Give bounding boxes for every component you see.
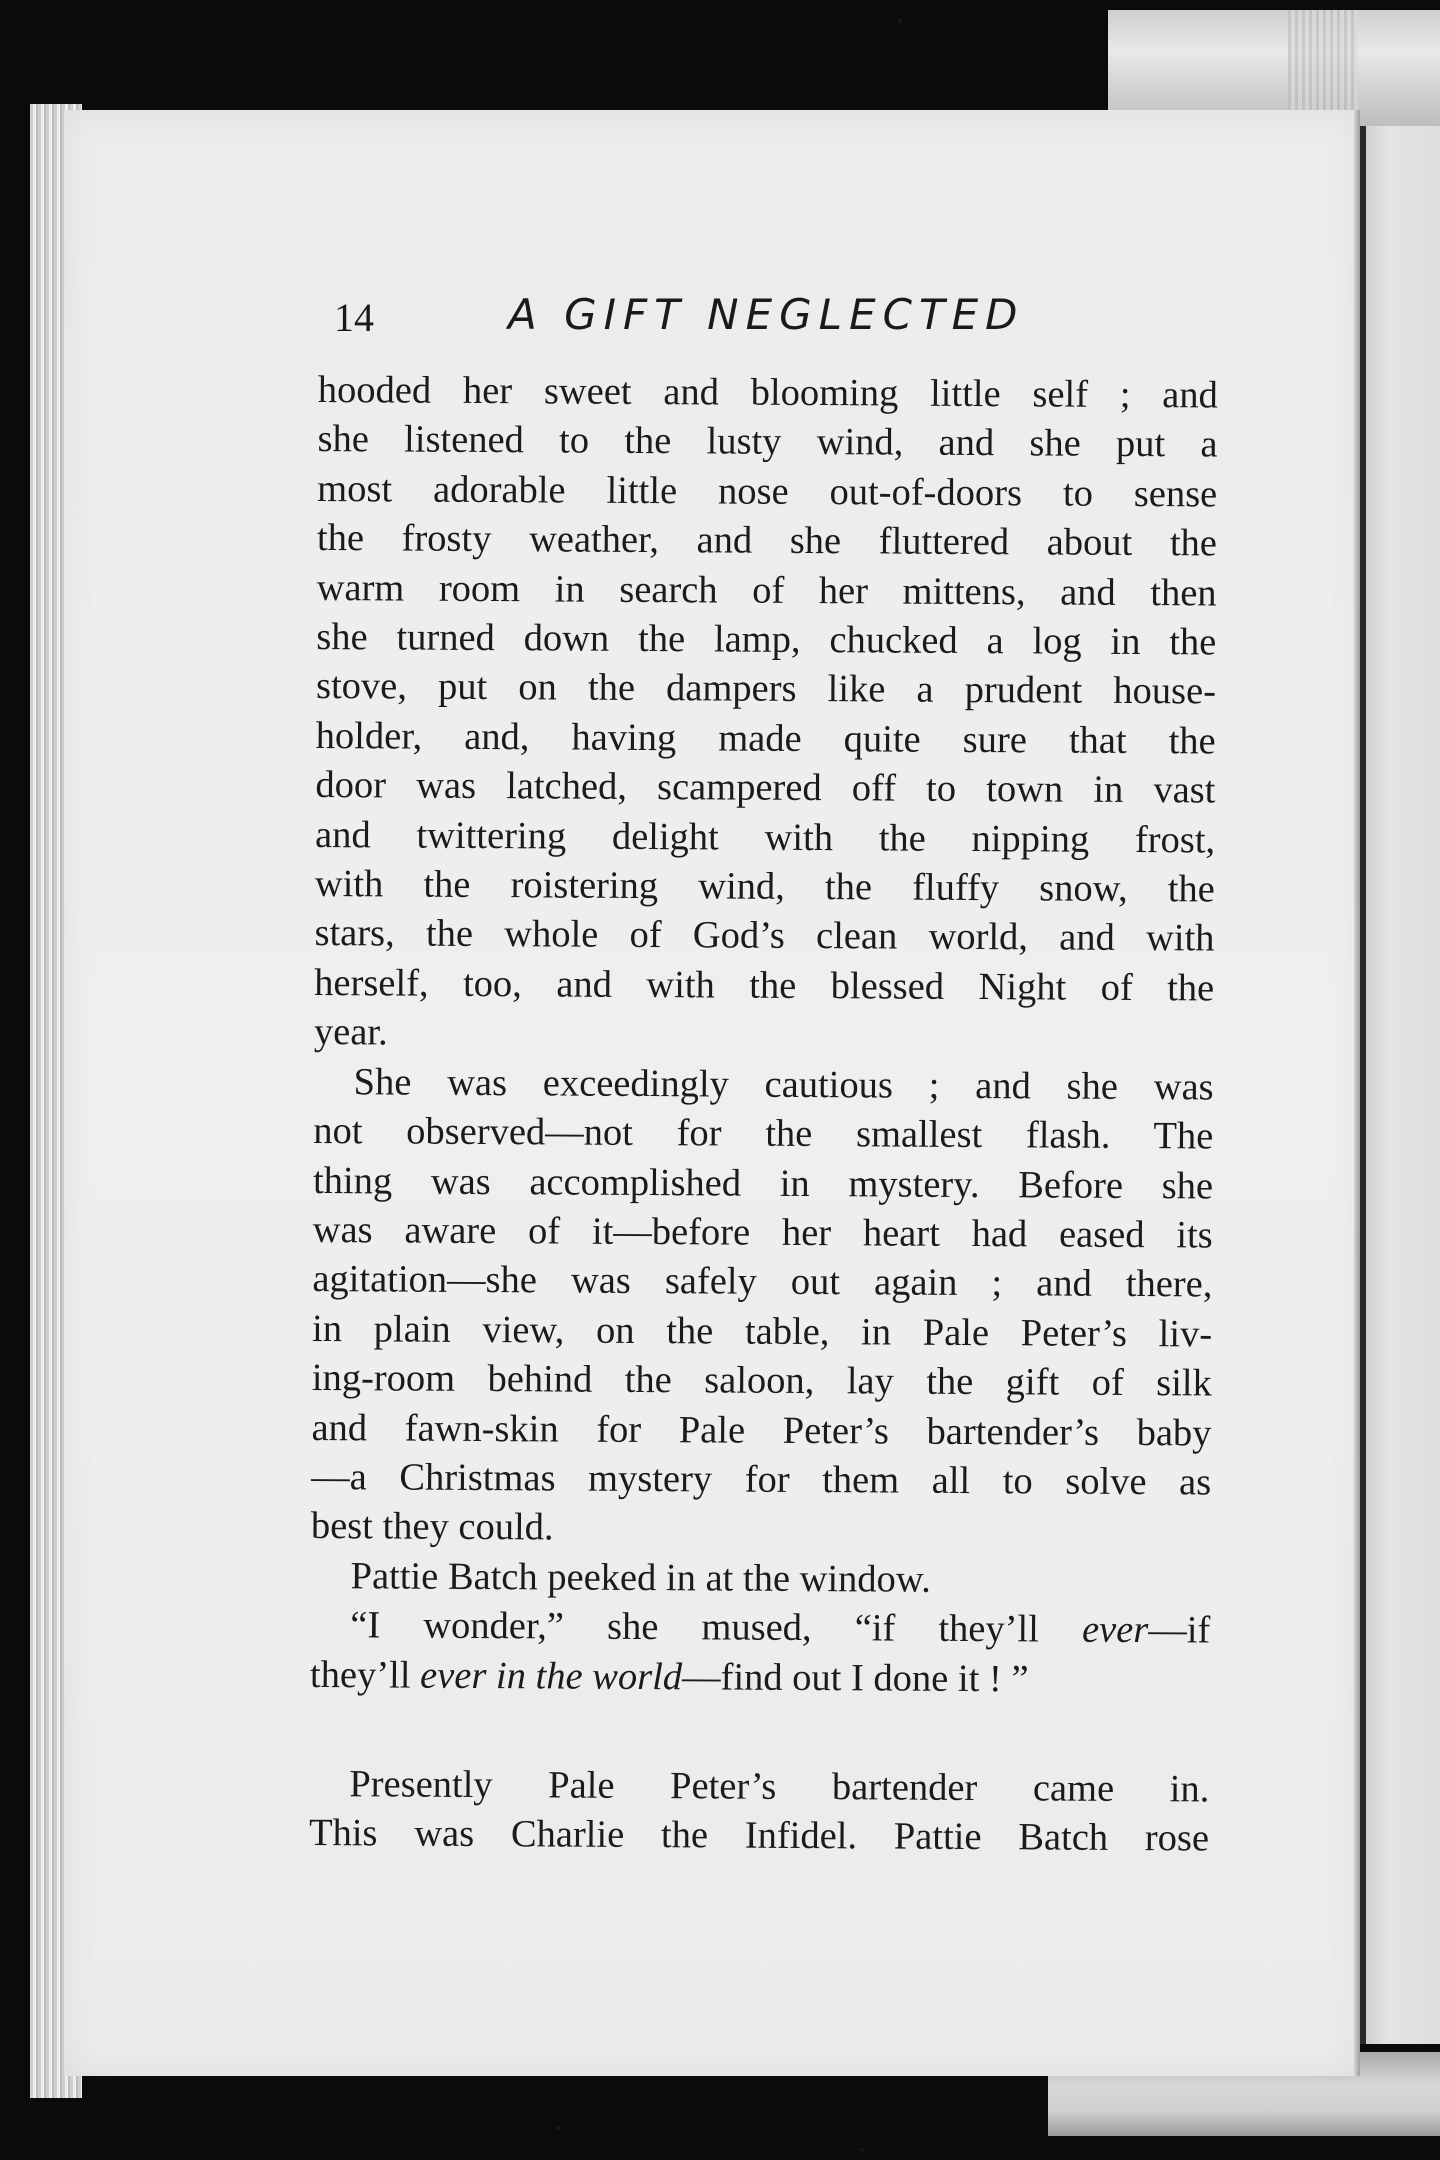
closing-line-1: Presently Pale Peter’s bartender came in. — [349, 1763, 1210, 1811]
text-line: the frosty weather, and she fluttered about the — [316, 517, 1218, 565]
dialogue-emphasis-world: ever in the world — [420, 1654, 683, 1698]
text-line: door was latched, scampered off to town in vast — [315, 764, 1216, 812]
running-title: A GIFT NEGLECTED — [508, 290, 1025, 339]
dialogue-line-2-end: —find out I done it ! ” — [681, 1655, 1029, 1700]
dialogue-emphasis-ever: ever — [1081, 1608, 1149, 1652]
closing-line-2: This was Charlie the Infidel. Pattie Batch rose — [308, 1812, 1210, 1860]
text-line: ing-room behind the saloon, lay the gift of silk — [311, 1357, 1212, 1405]
text-line: most adorable little nose out-of-doors to sense — [317, 467, 1218, 516]
text-line: Pattie Batch peeked in at the window. — [350, 1554, 931, 1601]
text-line: —a Christmas mystery for them all to solve as — [311, 1455, 1212, 1504]
dialogue-paragraph — [310, 1601, 1211, 1705]
text-line: she turned down the lamp, chucked a log in the — [316, 616, 1217, 664]
section-gap — [309, 1700, 1209, 1765]
text-line: with the roistering wind, the fluffy snow, the — [314, 863, 1215, 911]
text-line: herself, too, and with the blessed Night of the — [314, 961, 1215, 1010]
dialogue-line-2 — [310, 1651, 1210, 1706]
text-line: she listened to the lusty wind, and she put a — [317, 418, 1218, 466]
text-line: thing was accomplished in mystery. Before she — [312, 1159, 1214, 1207]
facing-page-edge — [1366, 126, 1440, 2044]
text-line: She was exceedingly cautious ; and she was — [353, 1060, 1214, 1109]
body-paragraphs — [310, 366, 1218, 1607]
text-line: stars, the whole of God’s clean world, and with — [314, 912, 1215, 960]
dialogue-line-1-start: “I wonder,” she mused, “if they’ll — [350, 1604, 1083, 1651]
text-block — [309, 366, 1218, 1864]
text-line: not observed—not for the smallest flash. The — [313, 1110, 1214, 1158]
text-line: best they could. — [310, 1505, 554, 1549]
text-line: holder, and, having made quite sure that the — [315, 714, 1216, 763]
page-right-edge — [1354, 110, 1360, 2076]
closing-paragraph — [309, 1760, 1210, 1864]
text-line: stove, put on the dampers like a prudent house- — [315, 665, 1217, 713]
text-line: and fawn-skin for Pale Peter’s bartender’s baby — [311, 1406, 1212, 1455]
dialogue-line-1-end: —if — [1148, 1609, 1211, 1652]
dust-speck — [860, 2148, 864, 2152]
text-line: and twittering delight with the nipping frost, — [315, 813, 1216, 862]
paragraph — [310, 1552, 1210, 1607]
text-line: agitation—she was safely out again ; and there, — [312, 1258, 1213, 1306]
paragraph — [311, 1058, 1214, 1558]
text-line: was aware of it—before her heart had eased its — [312, 1208, 1213, 1257]
dust-speck — [898, 18, 902, 24]
running-head — [334, 284, 1114, 364]
dialogue-line-2-start: they’ll — [309, 1653, 421, 1697]
text-line: in plain view, on the table, in Pale Peter’s liv- — [311, 1307, 1213, 1356]
paragraph — [314, 366, 1218, 1063]
dust-speck — [556, 2126, 561, 2131]
text-line: year. — [313, 1011, 388, 1054]
page-number: 14 — [334, 295, 374, 340]
dialogue-line-1 — [310, 1601, 1210, 1656]
text-line: warm room in search of her mittens, and then — [316, 566, 1217, 615]
text-line: hooded her sweet and blooming little self ; and — [317, 368, 1218, 417]
